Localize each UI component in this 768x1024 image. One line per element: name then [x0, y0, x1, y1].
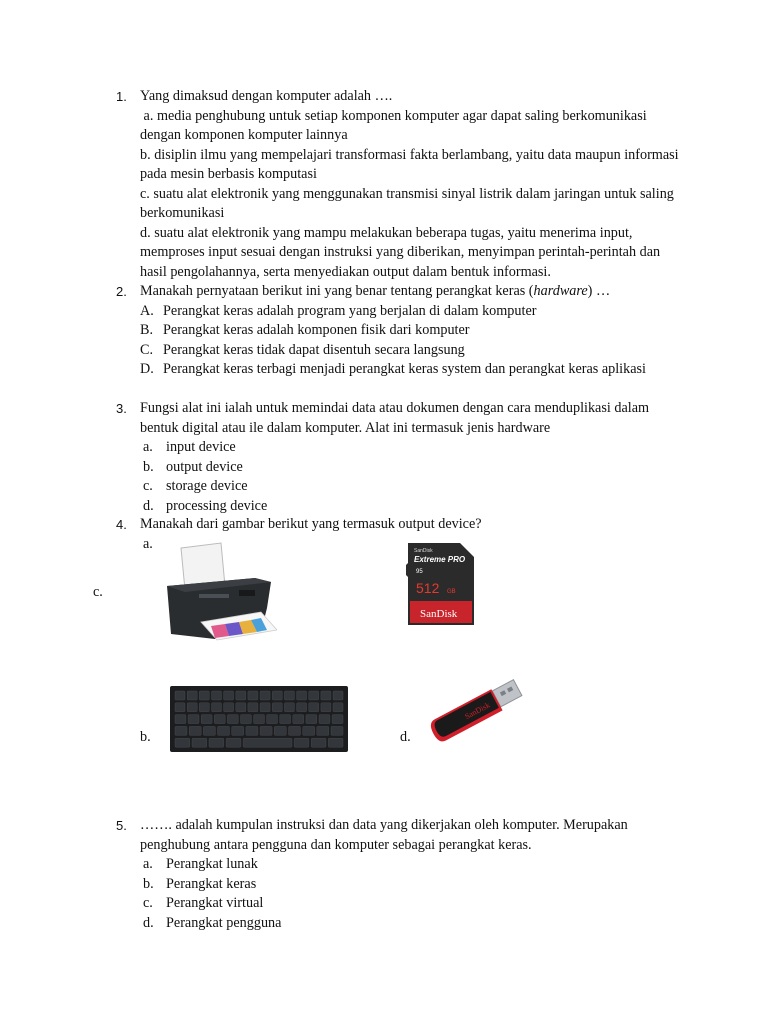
- question-2: [116, 282, 680, 380]
- keyboard-key: [303, 726, 315, 735]
- sd-model: Extreme PRO: [414, 555, 466, 564]
- keyboard-key: [243, 738, 292, 747]
- options-list: [140, 855, 680, 933]
- keyboard-key: [297, 691, 307, 700]
- option-c: c. storage device: [143, 478, 248, 494]
- keyboard-key: [199, 691, 209, 700]
- question-3: [116, 399, 680, 516]
- image-label-c: c.: [93, 584, 103, 600]
- option-d: d. processing device: [143, 497, 268, 514]
- keyboard-key: [319, 715, 330, 724]
- keyboard-key: [192, 738, 207, 747]
- keyboard-key: [309, 703, 319, 712]
- option-b: B. Perangkat keras adalah komponen fisik dari komputer: [140, 322, 470, 338]
- usb-brand: SanDisk: [463, 700, 492, 722]
- keyboard-key: [236, 703, 246, 712]
- question-number: 5.: [116, 818, 127, 833]
- keyboard-key: [293, 715, 304, 724]
- keyboard-key: [294, 738, 309, 747]
- option-c: c. Perangkat virtual: [143, 895, 264, 911]
- keyboard-key: [321, 703, 331, 712]
- keyboard-key: [175, 715, 186, 724]
- keyboard-key: [209, 738, 224, 747]
- keyboard-key: [272, 691, 282, 700]
- question-5: [116, 816, 680, 933]
- keyboard-key: [232, 726, 244, 735]
- sd-card-image: [406, 541, 476, 627]
- options-list: [140, 438, 680, 516]
- keyboard-key: [175, 691, 185, 700]
- keyboard-key: [214, 715, 225, 724]
- keyboard-key: [212, 691, 222, 700]
- option-b: b. output device: [143, 458, 243, 475]
- sd-unit: GB: [447, 589, 456, 595]
- keyboard-key: [272, 703, 282, 712]
- option-b: b. disiplin ilmu yang mempelajari transformasi fakta berlambang, yaitu data maupun informasi pada mesin berbasis komputasi: [140, 146, 679, 182]
- question-number: 1.: [116, 89, 127, 104]
- keyboard-key: [260, 726, 272, 735]
- keyboard-key: [297, 703, 307, 712]
- keyboard-key: [248, 691, 258, 700]
- option-c: C. Perangkat keras tidak dapat disentuh secara langsung: [140, 341, 465, 358]
- question-number: 4.: [116, 517, 127, 532]
- keyboard-key: [260, 691, 270, 700]
- question-text: Fungsi alat ini ialah untuk memindai data atau dokumen dengan cara menduplikasi dalam bentuk digital atau ile dalam komputer. Alat ini termasuk jenis hardware: [140, 400, 650, 436]
- option-a: a. input device: [143, 439, 236, 455]
- question-number: 3.: [116, 401, 127, 416]
- option-a: a. Perangkat lunak: [143, 856, 258, 872]
- keyboard-image: [170, 686, 348, 752]
- printer-image: [165, 540, 277, 642]
- keyboard-key: [306, 715, 317, 724]
- option-b: b. Perangkat keras: [143, 875, 257, 892]
- keyboard-key: [203, 726, 215, 735]
- image-label-b: b.: [140, 729, 151, 745]
- keyboard-key: [284, 691, 294, 700]
- keyboard-key: [311, 738, 326, 747]
- keyboard-key: [267, 715, 278, 724]
- keyboard-key: [321, 691, 331, 700]
- image-label-d: d.: [400, 729, 411, 745]
- option-d: d. Perangkat pengguna: [143, 914, 282, 931]
- sd-brand-bottom: SanDisk: [420, 608, 458, 620]
- question-text: ……. adalah kumpulan instruksi dan data yang dikerjakan oleh komputer. Merupakan penghubung antara pengguna dan komputer sebagai perangkat keras.: [140, 817, 628, 853]
- keyboard-key: [227, 715, 238, 724]
- keyboard-key: [175, 726, 187, 735]
- question-text: Manakah pernyataan berikut ini yang benar tentang perangkat keras (hardware) …: [140, 283, 611, 299]
- keyboard-key: [224, 703, 234, 712]
- option-d: d. suatu alat elektronik yang mampu melakukan beberapa tugas, yaitu menerima input, memproses input sesuai dengan instruksi yang diberikan, menyimpan perintah-perintah dan hasil pengolahannya, serta menyediakan output dalam bentuk informasi.: [140, 224, 661, 280]
- keyboard-key: [212, 703, 222, 712]
- keyboard-key: [187, 691, 197, 700]
- keyboard-key: [317, 726, 329, 735]
- keyboard-key: [331, 726, 343, 735]
- sd-capacity: 512: [416, 580, 440, 596]
- keyboard-key: [284, 703, 294, 712]
- keyboard-key: [226, 738, 241, 747]
- keyboard-key: [274, 726, 286, 735]
- question-number: 2.: [116, 284, 127, 299]
- hardware-term: hardware: [533, 283, 588, 299]
- option-c: c. suatu alat elektronik yang menggunakan transmisi sinyal listrik dalam jaringan untuk saling berkomunikasi: [140, 185, 674, 221]
- keyboard-key: [309, 691, 319, 700]
- options-list: [140, 302, 680, 380]
- sd-brand-top: SanDisk: [414, 548, 433, 554]
- keyboard-key: [333, 691, 343, 700]
- keyboard-key: [280, 715, 291, 724]
- keyboard-key: [236, 691, 246, 700]
- question-text: Manakah dari gambar berikut yang termasuk output device?: [140, 516, 482, 532]
- keyboard-key: [175, 738, 190, 747]
- option-a: A. Perangkat keras adalah program yang berjalan di dalam komputer: [140, 302, 537, 319]
- keyboard-key: [189, 726, 201, 735]
- option-a: a. media penghubung untuk setiap komponen komputer agar dapat saling berkomunikasi dengan komponen komputer lainnya: [140, 107, 651, 143]
- keyboard-key: [246, 726, 258, 735]
- keyboard-key: [187, 703, 197, 712]
- keyboard-key: [224, 691, 234, 700]
- keyboard-key: [248, 703, 258, 712]
- keyboard-key: [201, 715, 212, 724]
- keyboard-key: [332, 715, 343, 724]
- keyboard-key: [328, 738, 343, 747]
- keyboard-key: [241, 715, 252, 724]
- question-1: [116, 87, 680, 282]
- question-text: Yang dimaksud dengan komputer adalah ….: [140, 88, 393, 104]
- keyboard-key: [254, 715, 265, 724]
- question-4: [116, 515, 680, 535]
- keyboard-key: [260, 703, 270, 712]
- keyboard-key: [188, 715, 199, 724]
- keyboard-key: [199, 703, 209, 712]
- sd-speed: 95: [416, 569, 423, 575]
- image-label-a: a.: [143, 536, 153, 552]
- keyboard-key: [218, 726, 230, 735]
- keyboard-key: [333, 703, 343, 712]
- keyboard-key: [289, 726, 301, 735]
- keyboard-key: [175, 703, 185, 712]
- option-d: D. Perangkat keras terbagi menjadi perangkat keras system dan perangkat keras aplikasi: [140, 361, 646, 377]
- usb-drive-image: [428, 670, 528, 752]
